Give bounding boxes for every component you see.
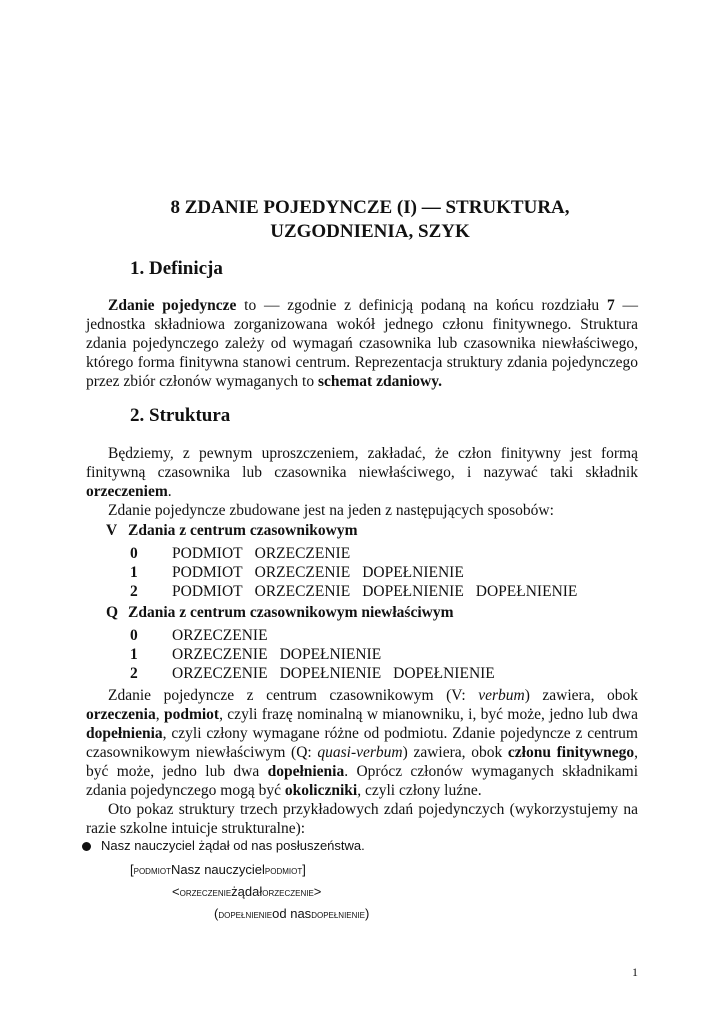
section1-paragraph — [86, 296, 638, 391]
object-tag-open: DOPEŁNIENIE — [218, 911, 273, 920]
section2-heading: 2. Struktura — [130, 405, 231, 426]
text-run: ) zawiera, obok — [402, 744, 508, 761]
schema-q-title: Zdania z centrum czasownikowym niewłaściwym — [128, 604, 454, 621]
bracket-close: ] — [302, 862, 306, 877]
section2-body — [86, 686, 638, 838]
schema-row-number: 0 — [130, 545, 138, 562]
schema-row-item: DOPEŁNIENIE — [362, 583, 464, 600]
schema-row-item: ORZECZENIE — [254, 564, 351, 581]
schema-row-item: PODMIOT — [172, 545, 243, 562]
italic-term: quasi-verbum — [317, 744, 403, 761]
schema-q-heading — [106, 604, 507, 622]
paren-open: ( — [214, 906, 219, 921]
angle-close: > — [313, 884, 322, 899]
bold-term: orzeczenia — [86, 706, 156, 723]
example-sentence-row — [82, 838, 365, 853]
bold-term: 7 — [606, 297, 615, 314]
section2-intro — [86, 444, 638, 520]
schema-row-item: DOPEŁNIENIE — [393, 665, 495, 682]
example-subject-line — [130, 862, 306, 877]
schema-row — [130, 645, 507, 664]
section2-paragraph3 — [86, 686, 638, 800]
schema-row — [130, 563, 589, 582]
bold-term: schemat zdaniowy. — [317, 373, 442, 390]
text-run: , czyli człony luźne. — [357, 782, 482, 799]
bold-term: orzeczeniem — [86, 483, 168, 500]
bullet-icon — [82, 842, 91, 851]
schema-v-rows — [130, 544, 589, 601]
schema-row-item: ORZECZENIE — [172, 627, 268, 644]
paren-close: ) — [364, 906, 370, 921]
example-sentence: Nasz nauczyciel żądał od nas posłuszeństwa. — [101, 838, 365, 853]
schema-row-item: PODMIOT — [172, 583, 243, 600]
text-run: Będziemy, z pewnym uproszczeniem, zakładać, że człon finitywny jest formą finitywną czasownika lub czasownika niewłaściwego, i nazywać taki składnik — [86, 445, 638, 481]
text-run: , czyli człony wymagane różne od podmiotu. Zdanie pojedyncze z centrum czasownikowym niewłaściwym (Q: — [86, 725, 638, 761]
section2-paragraph2: Zdanie pojedyncze zbudowane jest na jeden z następujących sposobów: — [108, 502, 554, 519]
object-text: od nas — [272, 906, 312, 921]
section1-heading: 1. Definicja — [130, 258, 223, 279]
bold-term: okoliczniki — [284, 782, 358, 799]
predicate-tag-close: ORZECZENIE — [262, 889, 314, 898]
subject-tag-open: PODMIOT — [133, 867, 171, 876]
bold-term: dopełnienia — [267, 763, 345, 780]
predicate-tag-open: ORZECZENIE — [179, 889, 232, 898]
text-run: , — [155, 706, 164, 723]
schema-row-item: ORZECZENIE — [172, 665, 268, 682]
schema-row — [130, 544, 589, 563]
bold-term: członu finitywnego — [507, 744, 635, 761]
subject-tag-close: PODMIOT — [264, 867, 303, 876]
text-run: . — [167, 483, 172, 500]
object-tag-close: DOPEŁNIENIE — [311, 911, 365, 920]
bold-term: podmiot — [163, 706, 220, 723]
text-run: to — zgodnie z definicją podaną na końcu rozdziału — [236, 297, 607, 314]
bracket-open: [ — [130, 862, 134, 877]
schema-row-item: ORZECZENIE — [172, 646, 268, 663]
schema-v-label: V — [106, 522, 118, 539]
text-run: , czyli frazę nominalną w mianowniku, i, być może, jedno lub dwa — [219, 706, 638, 723]
schema-row-item: ORZECZENIE — [254, 583, 351, 600]
schema-row-number: 1 — [130, 564, 138, 581]
predicate-text: żądał — [231, 884, 263, 899]
example-object-line — [214, 906, 369, 921]
schema-row-item: PODMIOT — [172, 564, 243, 581]
text-run: ) zawiera, obok — [524, 687, 638, 704]
schema-row — [130, 582, 589, 601]
schema-row-number: 1 — [130, 646, 138, 663]
schema-row — [130, 664, 507, 683]
schema-row-item: DOPEŁNIENIE — [279, 646, 382, 663]
section2-paragraph4: Oto pokaz struktury trzech przykładowych zdań pojedynczych (wykorzystujemy na razie szkolne intuicje strukturalne): — [86, 801, 638, 837]
schema-row-item: DOPEŁNIENIE — [279, 665, 382, 682]
bold-term: dopełnienia — [86, 725, 163, 742]
schema-q-label: Q — [106, 604, 119, 621]
schema-v-title: Zdania z centrum czasownikowym — [128, 522, 358, 539]
schema-q — [106, 604, 507, 683]
angle-open: < — [172, 884, 180, 899]
schema-row-item: ORZECZENIE — [254, 545, 351, 562]
schema-row-number: 0 — [130, 627, 138, 644]
italic-term: verbum — [478, 687, 525, 704]
chapter-title — [80, 196, 660, 244]
schema-row-item: DOPEŁNIENIE — [362, 564, 464, 581]
schema-v-heading — [106, 522, 589, 540]
schema-row-number: 2 — [130, 583, 138, 600]
schema-q-rows — [130, 626, 507, 683]
example-predicate-line — [172, 884, 321, 899]
text-run: Zdanie pojedyncze z centrum czasownikowym (V: — [108, 687, 479, 704]
text-run: — jednostka składniowa zorganizowana wokół jednego członu finitywnego. Struktura zdania pojedynczego zależy od wymagań czasownika lub czasownika niewłaściwego, którego forma finitywna stanowi centrum. Reprezentacja struktury zdania pojedynczego przez zbiór członów wymaganych to — [86, 297, 639, 390]
schema-row-number: 2 — [130, 665, 138, 682]
text-run: . Oprócz członów wymaganych składnikami zdania pojedynczego mogą być — [86, 763, 639, 799]
section1-body — [86, 296, 638, 391]
schema-v — [106, 522, 589, 601]
page-number: 1 — [632, 965, 638, 979]
bold-term: Zdanie pojedyncze — [108, 297, 237, 314]
text-run: , być może, jedno lub dwa — [86, 744, 638, 780]
schema-row-item: DOPEŁNIENIE — [475, 583, 578, 600]
schema-row — [130, 626, 507, 645]
chapter-title-line1: 8 ZDANIE POJEDYNCZE (I) — STRUKTURA, — [170, 197, 570, 218]
section2-paragraph1 — [86, 444, 638, 501]
subject-text: Nasz nauczyciel — [170, 862, 265, 877]
chapter-title-line2: UZGODNIENIA, SZYK — [270, 221, 470, 242]
